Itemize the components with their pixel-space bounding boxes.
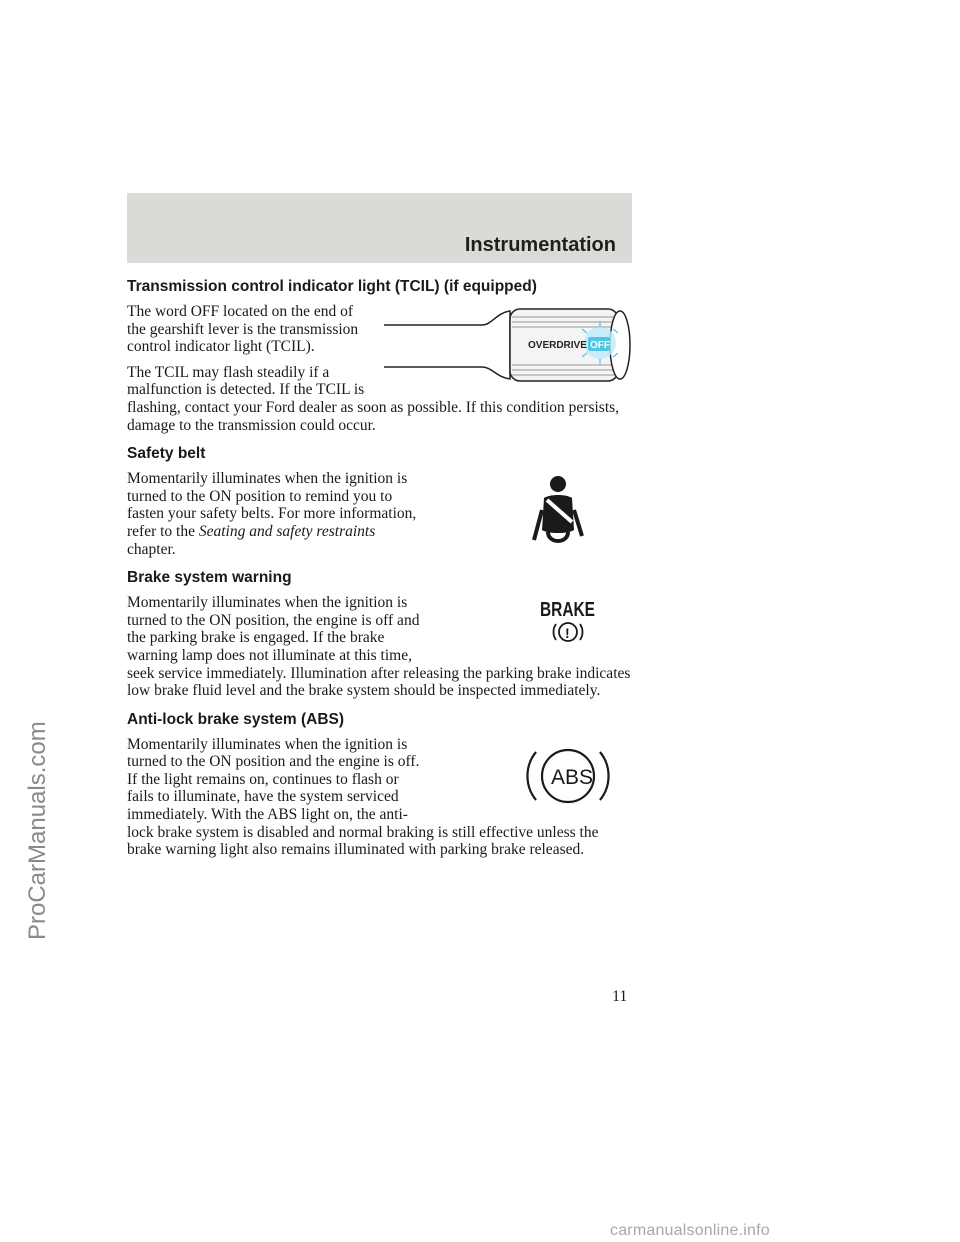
gearshift-lever-icon xyxy=(384,303,634,383)
section-header-band xyxy=(127,193,632,263)
brake-word: BRAKE xyxy=(540,599,595,622)
section-safety-belt xyxy=(127,444,632,558)
section-title: Instrumentation xyxy=(464,234,616,256)
overdrive-label: OVERDRIVE xyxy=(528,340,587,351)
side-watermark: ProCarManuals.com xyxy=(24,721,51,940)
brake-paragraph: Momentarily illuminates when the ignition is turned to the ON position, the engine is off and the parking brake is engaged. If the brake warning lamp does not illuminate at this time, seek service immediately. Illumination after releasing the parking brake indicates low brake fluid level and the brake system should be inspected immediately. xyxy=(127,594,631,700)
safety-belt-heading: Safety belt xyxy=(127,445,206,463)
seatbelt-icon xyxy=(432,470,632,550)
safety-belt-paragraph: Momentarily illuminates when the ignition is turned to the ON position to remind you to fasten your safety belts. For more information, refer to the Seating and safety restraints chapter. xyxy=(127,470,417,558)
exclamation-mark: ! xyxy=(565,625,570,642)
tcil-paragraph-2: The TCIL may flash steadily if a malfunction is detected. If the TCIL is flashing, contact your Ford dealer as soon as possible. If this condition persists, damage to the transmission could occur. xyxy=(127,363,620,434)
abs-icon xyxy=(432,736,632,818)
brake-warning-icon xyxy=(432,594,632,654)
off-label: OFF xyxy=(590,340,610,351)
section-tcil xyxy=(127,277,632,434)
chapter-reference: Seating and safety restraints xyxy=(198,522,376,540)
section-abs xyxy=(127,710,632,859)
brake-heading: Brake system warning xyxy=(127,569,292,587)
section-brake xyxy=(127,568,632,700)
abs-label: ABS xyxy=(551,765,594,789)
abs-heading: Anti-lock brake system (ABS) xyxy=(127,710,345,728)
tcil-paragraph-1: The word OFF located on the end of the gearshift lever is the transmission control indicator light (TCIL). xyxy=(127,303,359,356)
footer-watermark: carmanualsonline.info xyxy=(610,1222,770,1239)
tcil-heading: Transmission control indicator light (TCIL) (if equipped) xyxy=(127,278,537,295)
page-content xyxy=(127,277,632,869)
page-number: 11 xyxy=(612,988,628,1005)
abs-paragraph: Momentarily illuminates when the ignition is turned to the ON position and the engine is off. If the light remains on, continues to flash or fails to illuminate, have the system serviced immediately. With the ABS light on, the anti-lock brake system is disabled and normal braking is still effective unless the brake warning light also remains illuminated with parking brake released. xyxy=(127,735,599,859)
